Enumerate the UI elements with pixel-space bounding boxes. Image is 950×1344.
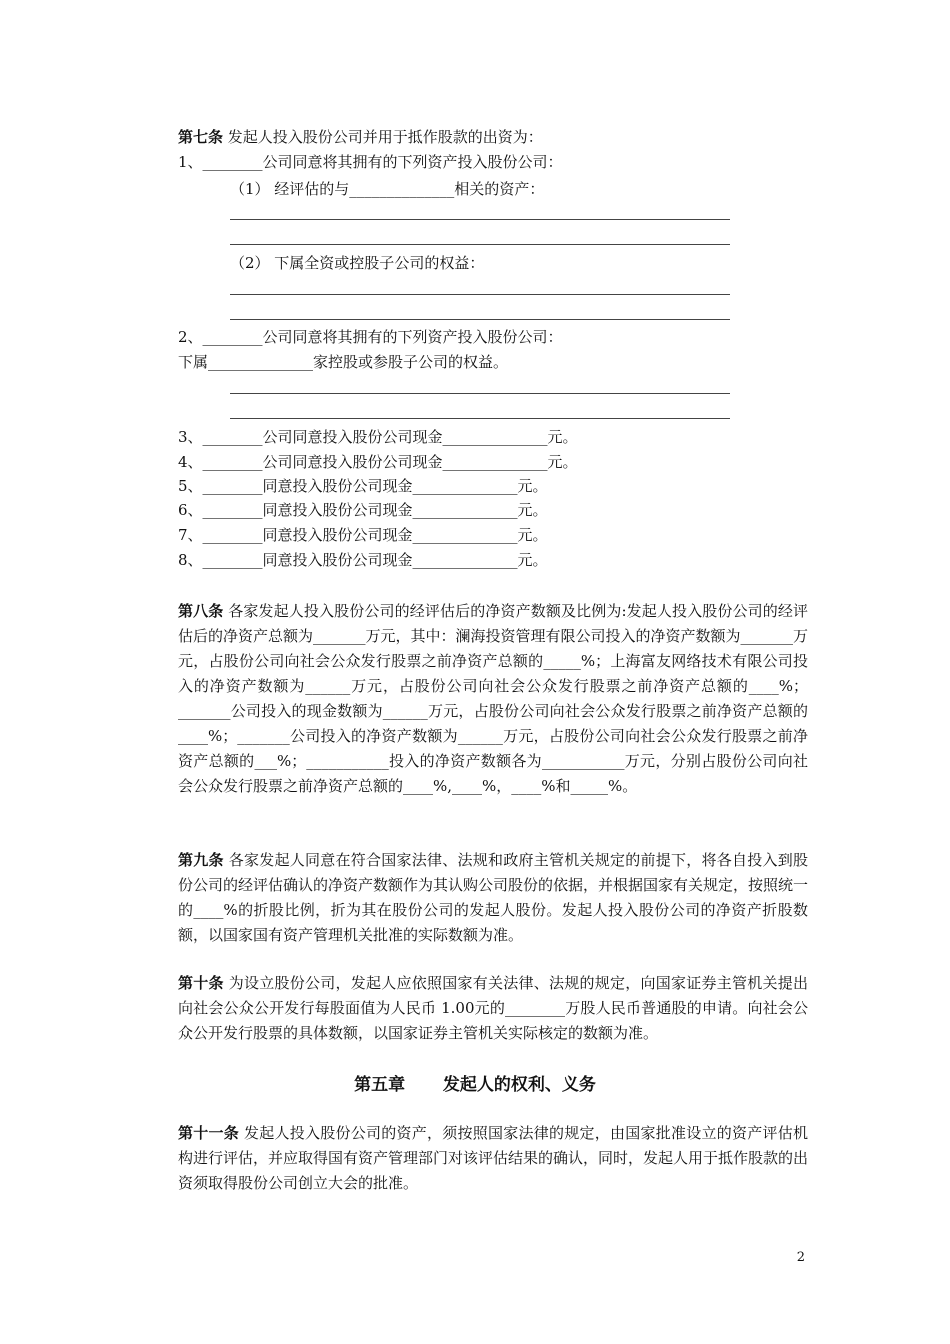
article-10-label: 第十条 xyxy=(178,974,224,992)
article-7-sub-2: （2） 下属全资或控股子公司的权益： xyxy=(230,254,485,272)
blank-line xyxy=(230,418,730,419)
article-8-label: 第八条 xyxy=(178,602,224,620)
chapter-name: 发起人的权利、义务 xyxy=(442,1075,596,1095)
article-7-item-2: 2、________公司同意将其拥有的下列资产投入股份公司： xyxy=(178,328,563,346)
article-10-body: 为设立股份公司，发起人应依照国家有关法律、法规的规定，向国家证券主管机关提出向社会公众公开发行每股面值为人民币 1.00元的________万股人民币普通股的申请。向社会公众公开发行股票的具体数额，以国家证券主管机关实际核定的数额为准。 xyxy=(178,974,808,1042)
article-7-item-2b: 下属______________家控股或参股子公司的权益。 xyxy=(178,353,509,371)
article-9 xyxy=(178,848,808,948)
article-7-intro: 发起人投入股份公司并用于抵作股款的出资为： xyxy=(227,128,543,146)
article-7-item-4: 4、________公司同意投入股份公司现金______________元。 xyxy=(178,453,578,471)
article-11-label: 第十一条 xyxy=(178,1124,239,1142)
article-8 xyxy=(178,599,808,799)
article-7-item-7: 7、________同意投入股份公司现金______________元。 xyxy=(178,526,548,544)
article-7-heading-line xyxy=(178,128,543,146)
chapter-title xyxy=(0,1070,950,1095)
blank-line xyxy=(230,319,730,320)
chapter-number: 第五章 xyxy=(354,1075,406,1095)
article-10 xyxy=(178,971,808,1046)
blank-line xyxy=(230,219,730,220)
article-9-body: 各家发起人同意在符合国家法律、法规和政府主管机关规定的前提下，将各自投入到股份公司的经评估确认的净资产数额作为其认购公司股份的依据，并根据国家有关规定，按照统一的____%的折股比例，折为其在股份公司的发起人股份。发起人投入股份公司的净资产折股数额，以国家国有资产管理机关批准的实际数额为准。 xyxy=(178,851,809,944)
page-number: 2 xyxy=(796,1250,805,1265)
article-7-item-3: 3、________公司同意投入股份公司现金______________元。 xyxy=(178,428,578,446)
article-7-item-8: 8、________同意投入股份公司现金______________元。 xyxy=(178,551,548,569)
blank-line xyxy=(230,393,730,394)
article-11 xyxy=(178,1121,808,1196)
article-7-item-6: 6、________同意投入股份公司现金______________元。 xyxy=(178,501,548,519)
article-7-item-1: 1、________公司同意将其拥有的下列资产投入股份公司： xyxy=(178,153,563,171)
article-9-label: 第九条 xyxy=(178,851,224,869)
article-7-label: 第七条 xyxy=(178,128,224,146)
article-8-body: 各家发起人投入股份公司的经评估后的净资产数额及比例为:发起人投入股份公司的经评估后的净资产总额为_______万元，其中：澜海投资管理有限公司投入的净资产数额为_______万元，占股份公司向社会公众发行股票之前净资产总额的_____%；上海富友网络技术有限公司投入的净资产数额为______万元，占股份公司向社会公众发行股票之前净资产总额的____%；_______公司投入的现金数额为______万元，占股份公司向社会公众发行股票之前净资产总额的____%；_______公司投入的净资产数额为______万元，占股份公司向社会公众发行股票之前净资产总额的___%；___________投入的净资产数额各为___________万元，分别占股份公司向社会公众发行股票之前净资产总额的____%,____%，____%和_____%。 xyxy=(178,602,809,795)
blank-line xyxy=(230,294,730,295)
article-7-sub-1: （1） 经评估的与______________相关的资产： xyxy=(230,180,545,198)
article-11-body: 发起人投入股份公司的资产，须按照国家法律的规定，由国家批准设立的资产评估机构进行评估，并应取得国有资产管理部门对该评估结果的确认，同时，发起人用于抵作股款的出资须取得股份公司创立大会的批准。 xyxy=(178,1124,809,1192)
blank-line xyxy=(230,244,730,245)
article-7-item-5: 5、________同意投入股份公司现金______________元。 xyxy=(178,477,548,495)
